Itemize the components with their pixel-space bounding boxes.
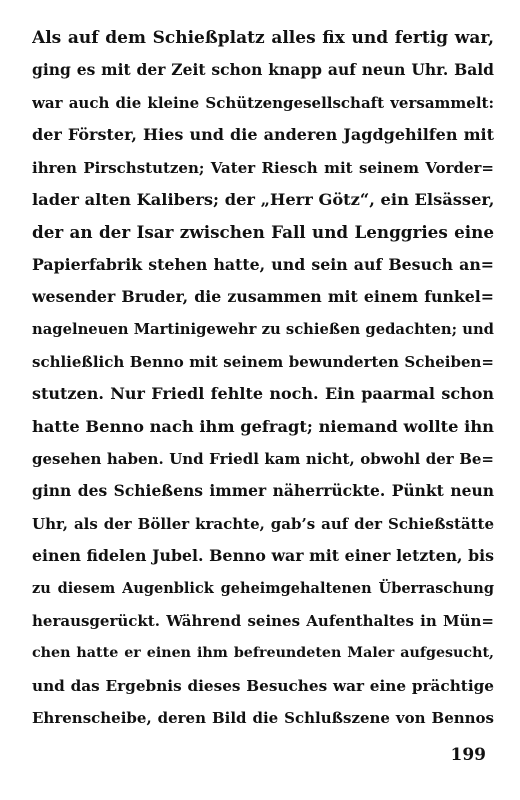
text-line: herausgerückt. Während seines Aufenthaltes in Mün= [32,612,494,631]
text-line: lader alten Kalibers; der „Herr Götz“, ein Elsässer, [32,189,494,209]
text-line: gesehen haben. Und Friedl kam nicht, obwohl der Be= [32,450,494,469]
text-line: stutzen. Nur Friedl fehlte noch. Ein paarmal schon [32,384,494,404]
text-line: Als auf dem Schießplatz alles fix und fertig war, [32,28,494,48]
text-line: ginn des Schießens immer näherrückte. Pünkt neun [32,481,494,501]
text-line: einen fidelen Jubel. Benno war mit einer letzten, bis [32,546,494,566]
text-line: ihren Pirschstutzen; Vater Riesch mit seinem Vorder= [32,158,494,177]
text-line: und das Ergebnis dieses Besuches war eine prächtige [32,676,494,695]
text-line: zu diesem Augenblick geheimgehaltenen Überraschung [32,579,494,597]
text-line: Uhr, als der Böller krachte, gab’s auf der Schießstätte [32,514,494,533]
text-line: wesender Bruder, die zusammen mit einem funkel= [32,287,494,307]
text-line: schließlich Benno mit seinem bewunderten Scheiben= [32,352,494,371]
text-line: ging es mit der Zeit schon knapp auf neun Uhr. Bald [32,60,494,80]
body-text [32,22,494,735]
text-line: der Förster, Hies und die anderen Jagdgehilfen mit [32,125,494,145]
text-line: war auch die kleine Schützengesellschaft versammelt: [32,93,494,112]
text-line: nagelneuen Martinigewehr zu schießen gedachten; und [32,320,494,338]
text-line: hatte Benno nach ihm gefragt; niemand wollte ihn [32,416,494,436]
text-line: chen hatte er einen ihm befreundeten Maler aufgesucht, [32,645,494,662]
text-line: der an der Isar zwischen Fall und Lenggries eine [32,222,494,243]
page-number: 199 [450,745,486,765]
text-line: Ehrenscheibe, deren Bild die Schlußszene von Bennos [32,709,494,728]
text-line: Papierfabrik stehen hatte, und sein auf Besuch an= [32,254,494,274]
